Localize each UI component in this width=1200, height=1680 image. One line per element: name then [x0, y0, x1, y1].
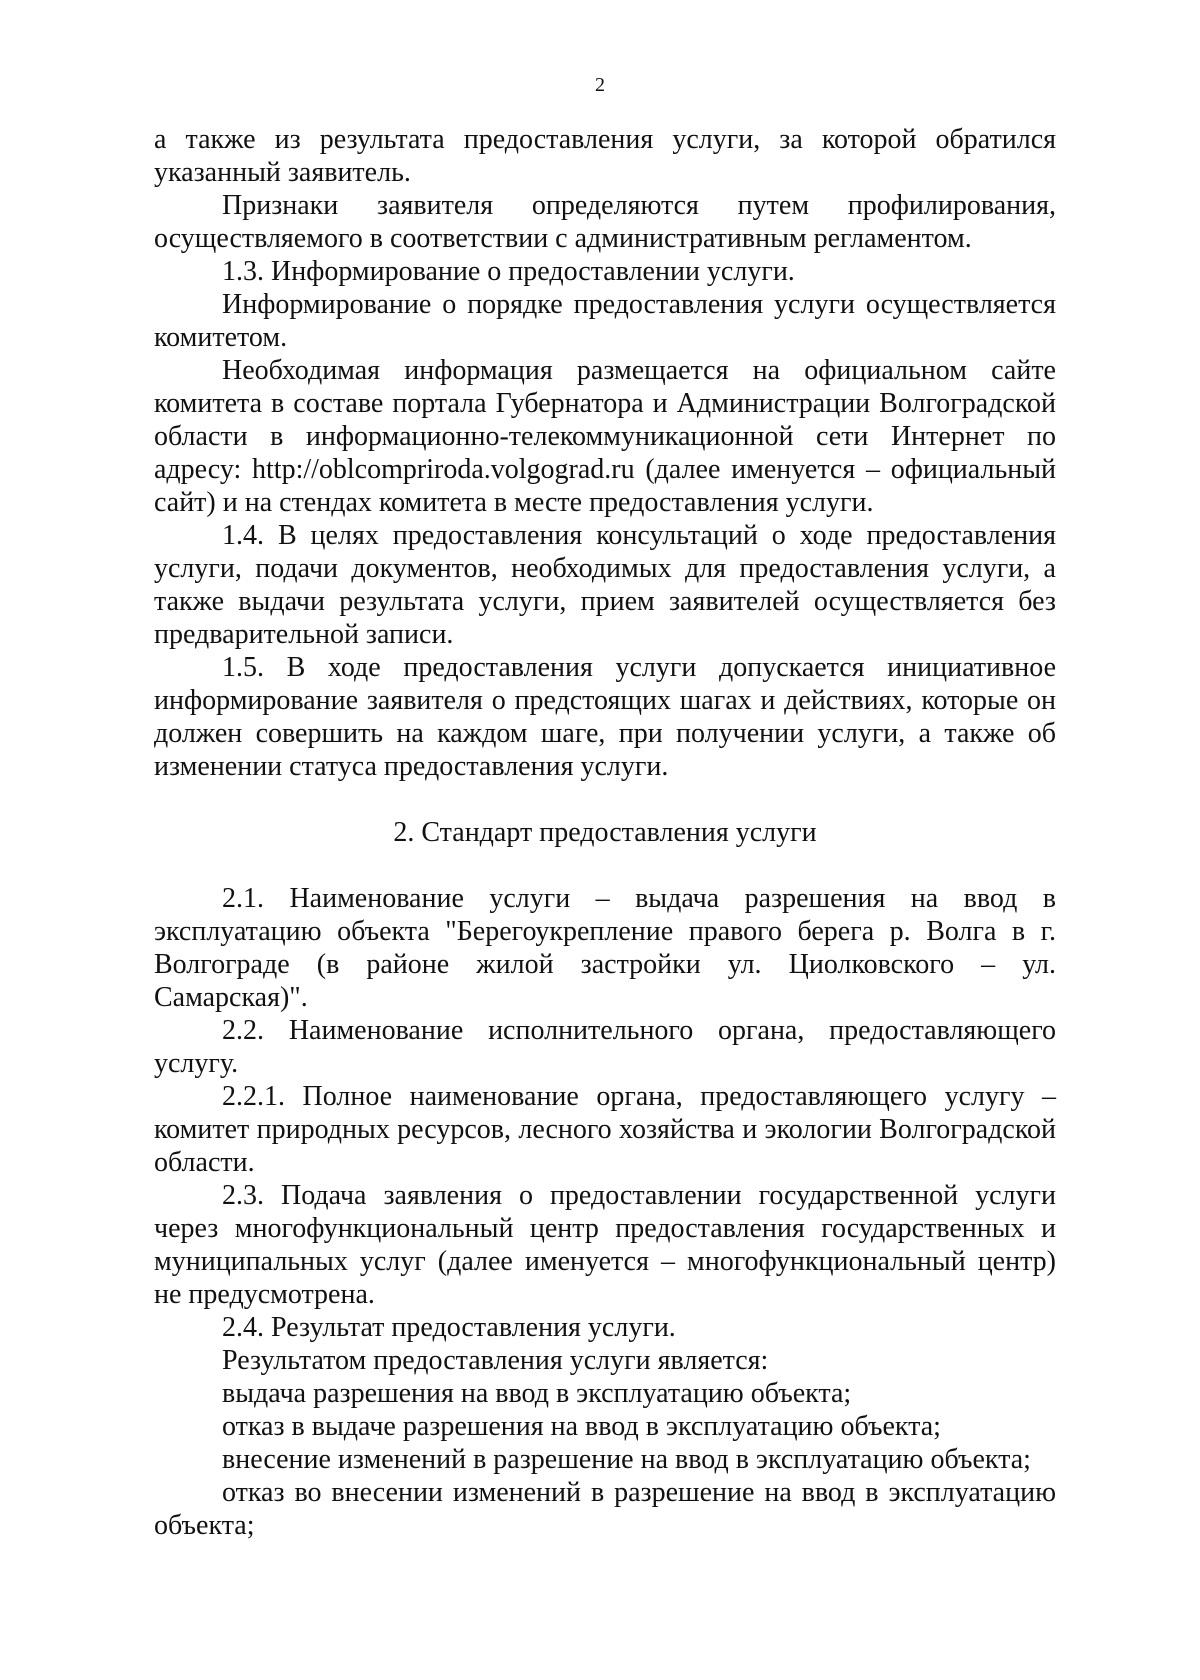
- paragraph: Необходимая информация размещается на официальном сайте комитета в составе портала Губернатора и Администрации Волгоградской области в информационно-телекоммуникационной сети Интернет по адресу: http://oblcompriroda.volgograd.ru (далее именуется – официальный сайт) и на стендах комитета в месте предоставления услуги.: [154, 355, 1056, 518]
- list-item: отказ в выдаче разрешения на ввод в эксплуатацию объекта;: [222, 1411, 941, 1442]
- paragraph: 1.5. В ходе предоставления услуги допускается инициативное информирование заявителя о предстоящих шагах и действиях, которые он должен совершить на каждом шаге, при получении услуги, а также об изменении статуса предоставления услуги.: [154, 652, 1056, 782]
- paragraph: 2.3. Подача заявления о предоставлении государственной услуги через многофункциональный центр предоставления государственных и муниципальных услуг (далее именуется – многофункциональный центр) не предусмотрена.: [154, 1180, 1056, 1310]
- paragraph: 1.4. В целях предоставления консультаций о ходе предоставления услуги, подачи документов, необходимых для предоставления услуги, а также выдачи результата услуги, прием заявителей осуществляется без предварительной записи.: [154, 520, 1056, 650]
- document-body: [154, 123, 1056, 1542]
- paragraph: 2.2.1. Полное наименование органа, предоставляющего услугу – комитет природных ресурсов, лесного хозяйства и экологии Волгоградской области.: [154, 1081, 1056, 1178]
- paragraph: Информирование о порядке предоставления услуги осуществляется комитетом.: [154, 289, 1056, 353]
- list-item: отказ во внесении изменений в разрешение на ввод в эксплуатацию объекта;: [154, 1477, 1056, 1541]
- paragraph: 1.3. Информирование о предоставлении услуги.: [222, 256, 795, 287]
- paragraph: Результатом предоставления услуги является:: [222, 1345, 769, 1376]
- list-item: выдача разрешения на ввод в эксплуатацию объекта;: [222, 1378, 852, 1409]
- paragraph: 2.2. Наименование исполнительного органа, предоставляющего услугу.: [154, 1015, 1056, 1079]
- list-item: внесение изменений в разрешение на ввод в эксплуатацию объекта;: [222, 1444, 1031, 1475]
- section-2: [154, 882, 1056, 1542]
- paragraph: а также из результата предоставления услуги, за которой обратился указанный заявитель.: [154, 124, 1056, 188]
- page-number: 2: [595, 74, 605, 96]
- paragraph: 2.4. Результат предоставления услуги.: [222, 1312, 676, 1343]
- section-heading: 2. Стандарт предоставления услуги: [393, 817, 817, 848]
- section-1-continuation: [154, 123, 1056, 783]
- paragraph: Признаки заявителя определяются путем профилирования, осуществляемого в соответствии с административным регламентом.: [154, 190, 1056, 254]
- paragraph: 2.1. Наименование услуги – выдача разрешения на ввод в эксплуатацию объекта "Берегоукрепление правого берега р. Волга в г. Волгограде (в районе жилой застройки ул. Циолковского – ул. Самарская)".: [154, 883, 1056, 1013]
